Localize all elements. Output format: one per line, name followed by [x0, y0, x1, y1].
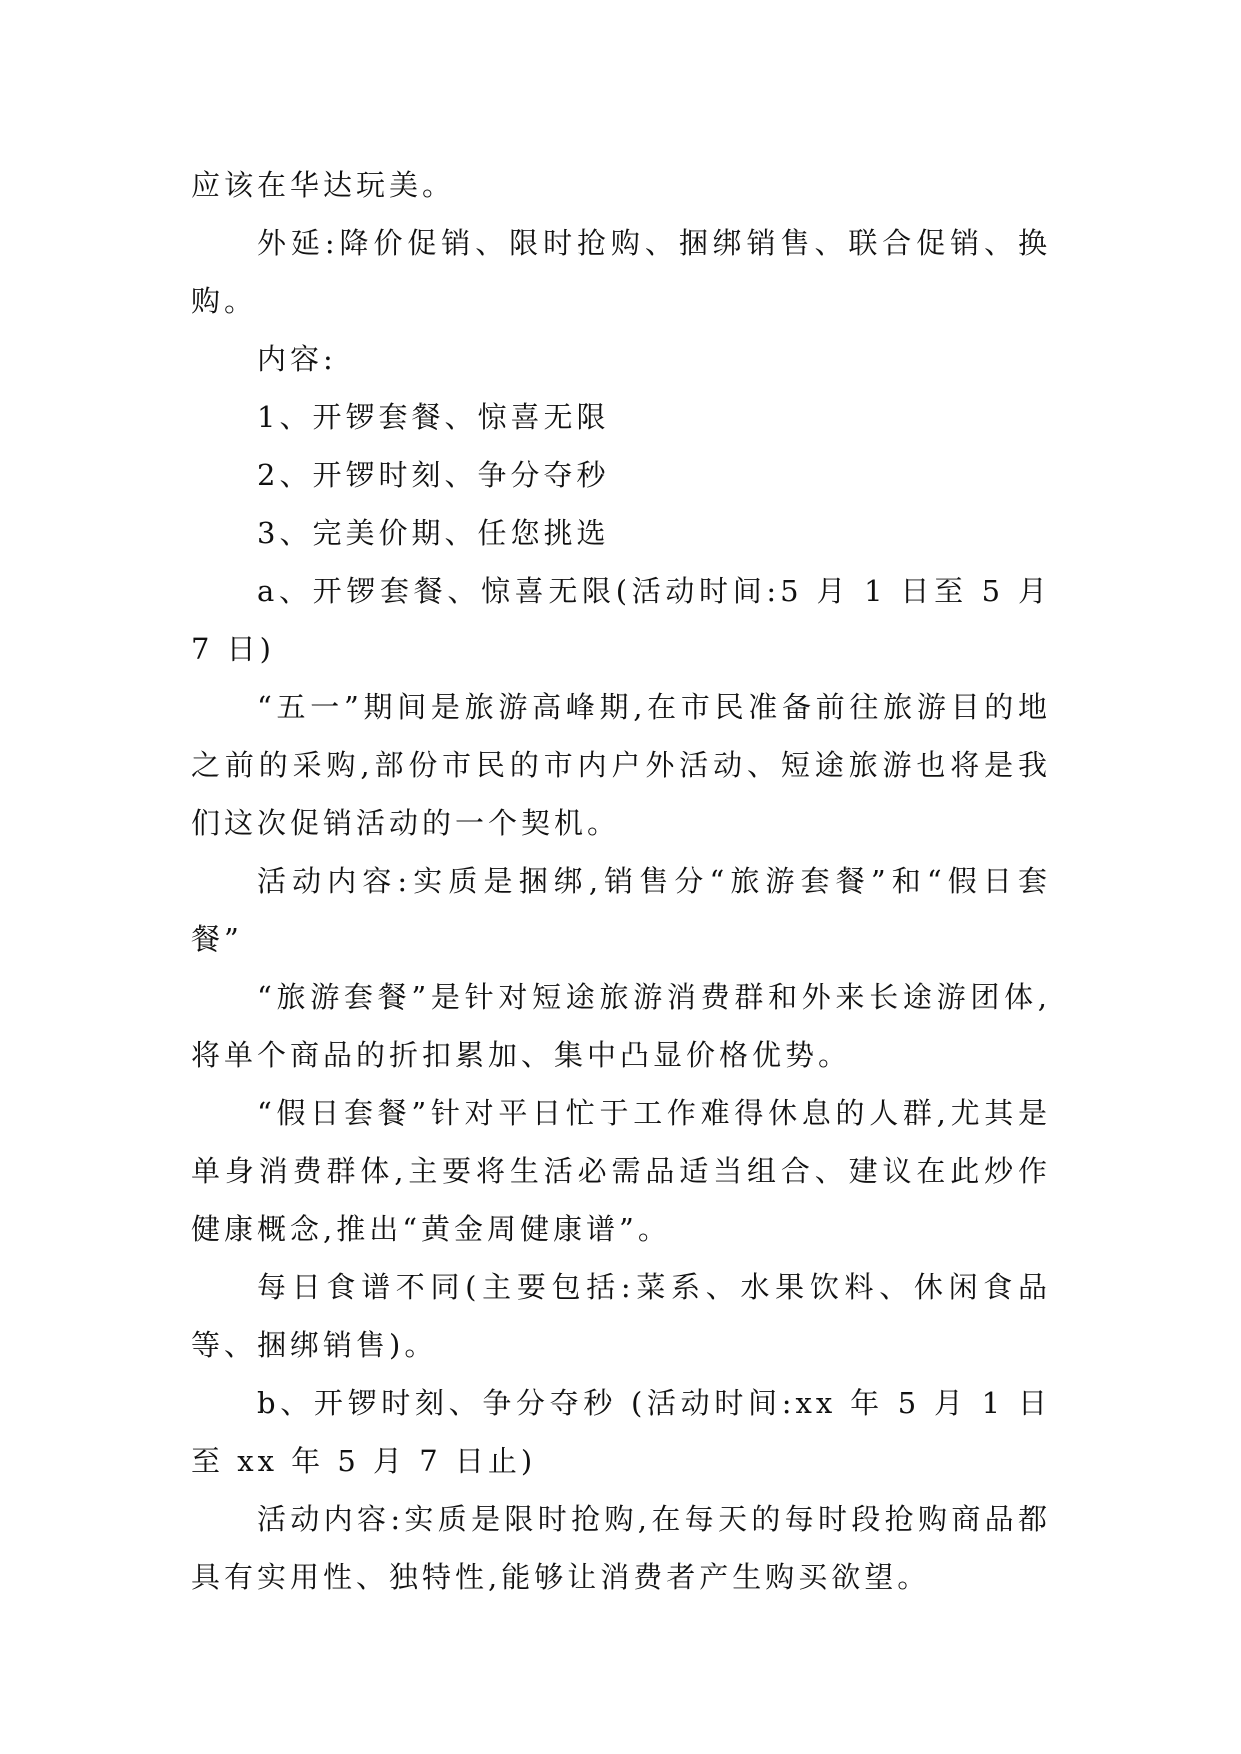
list-item: 2、开锣时刻、争分夺秒: [257, 458, 610, 492]
paragraph: 每日食谱不同(主要包括:菜系、水果饮料、休闲食品等、捆绑销售)。: [191, 1270, 1051, 1362]
paragraph: 应该在华达玩美。: [191, 168, 456, 202]
section-heading: b、开锣时刻、争分夺秒 (活动时间:xx 年 5 月 1 日至 xx 年 5 月 7 日止): [191, 1386, 1051, 1478]
list-item: 1、开锣套餐、惊喜无限: [257, 400, 610, 434]
paragraph: 活动内容:实质是限时抢购,在每天的每时段抢购商品都具有实用性、独特性,能够让消费者产生购买欲望。: [191, 1502, 1051, 1594]
section-heading: a、开锣套餐、惊喜无限(活动时间:5 月 1 日至 5 月 7 日): [191, 574, 1051, 666]
paragraph: “旅游套餐”是针对短途旅游消费群和外来长途游团体,将单个商品的折扣累加、集中凸显价格优势。: [191, 980, 1051, 1072]
paragraph: 外延:降价促销、限时抢购、捆绑销售、联合促销、换购。: [191, 226, 1051, 318]
paragraph: 活动内容:实质是捆绑,销售分“旅游套餐”和“假日套餐”: [191, 864, 1051, 956]
document-body: [191, 156, 1051, 1606]
list-item: 3、完美价期、任您挑选: [257, 516, 610, 550]
paragraph: 内容:: [257, 342, 337, 376]
paragraph: “五一”期间是旅游高峰期,在市民准备前往旅游目的地之前的采购,部份市民的市内户外活动、短途旅游也将是我们这次促销活动的一个契机。: [191, 690, 1051, 840]
paragraph: “假日套餐”针对平日忙于工作难得休息的人群,尤其是单身消费群体,主要将生活必需品适当组合、建议在此炒作健康概念,推出“黄金周健康谱”。: [191, 1096, 1051, 1246]
